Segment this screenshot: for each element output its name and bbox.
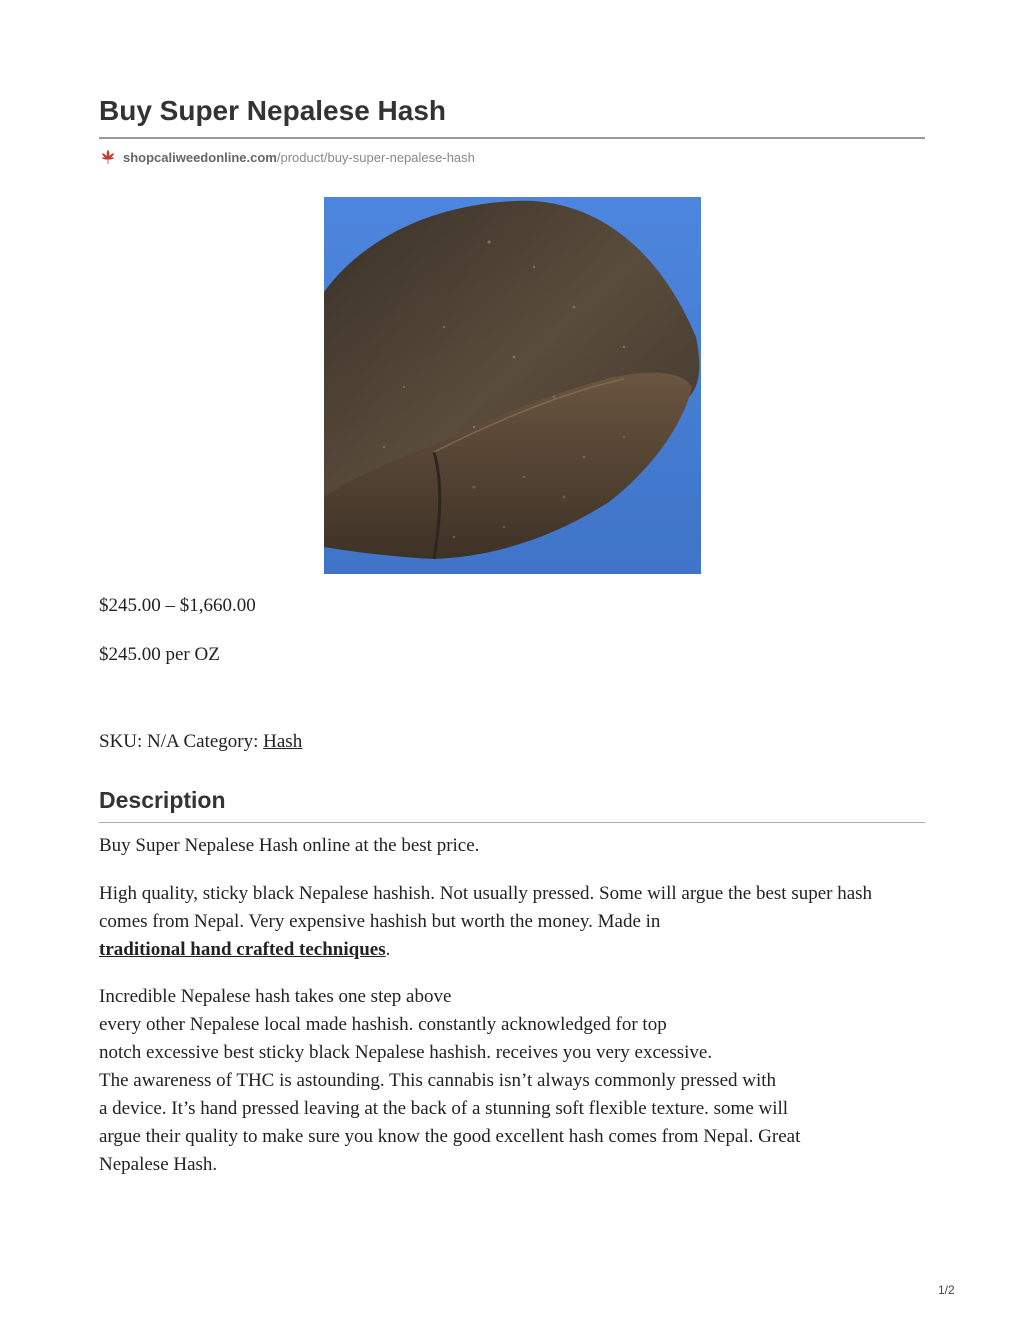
description-divider (99, 822, 925, 823)
page-number: 1/2 (938, 1283, 955, 1297)
description-line: Incredible Nepalese hash takes one step above (99, 986, 452, 1007)
description-line: a device. It’s hand pressed leaving at the back of a stunning soft flexible texture. some will (99, 1098, 789, 1119)
source-url[interactable] (100, 147, 475, 167)
quality-end: . (385, 939, 391, 960)
source-domain[interactable]: shopcaliweedonline.com (123, 149, 277, 165)
cannabis-leaf-icon (100, 149, 116, 165)
description-long (99, 983, 919, 1179)
description-quality (99, 880, 919, 964)
description-line: notch excessive best sticky black Nepalese hashish. receives you very excessive. (99, 1042, 713, 1063)
source-path[interactable]: /product/buy-super-nepalese-hash (276, 149, 475, 165)
price-per-unit: $245.00 per OZ (99, 644, 220, 665)
description-heading: Description (99, 787, 226, 813)
product-image (324, 197, 701, 574)
product-meta (99, 728, 302, 756)
category-link[interactable]: Hash (263, 731, 303, 752)
quality-text: High quality, sticky black Nepalese hashish. Not usually pressed. Some will argue the best super hash comes from Nepal. Very expensive hashish but worth the money. Made in (99, 883, 873, 932)
description-line: Nepalese Hash. (99, 1154, 218, 1175)
price-range: $245.00 – $1,660.00 (99, 595, 256, 616)
techniques-link[interactable]: traditional hand crafted techniques (99, 939, 386, 960)
description-line: The awareness of THC is astounding. This cannabis isn’t always commonly pressed with (99, 1070, 777, 1091)
description-line: argue their quality to make sure you know the good excellent hash comes from Nepal. Great (99, 1126, 801, 1147)
page-title: Buy Super Nepalese Hash (99, 95, 447, 126)
sku-label: SKU: N/A Category: (99, 731, 259, 752)
title-divider (99, 137, 925, 139)
description-line: every other Nepalese local made hashish. constantly acknowledged for top (99, 1014, 667, 1035)
description-intro: Buy Super Nepalese Hash online at the best price. (99, 835, 480, 856)
